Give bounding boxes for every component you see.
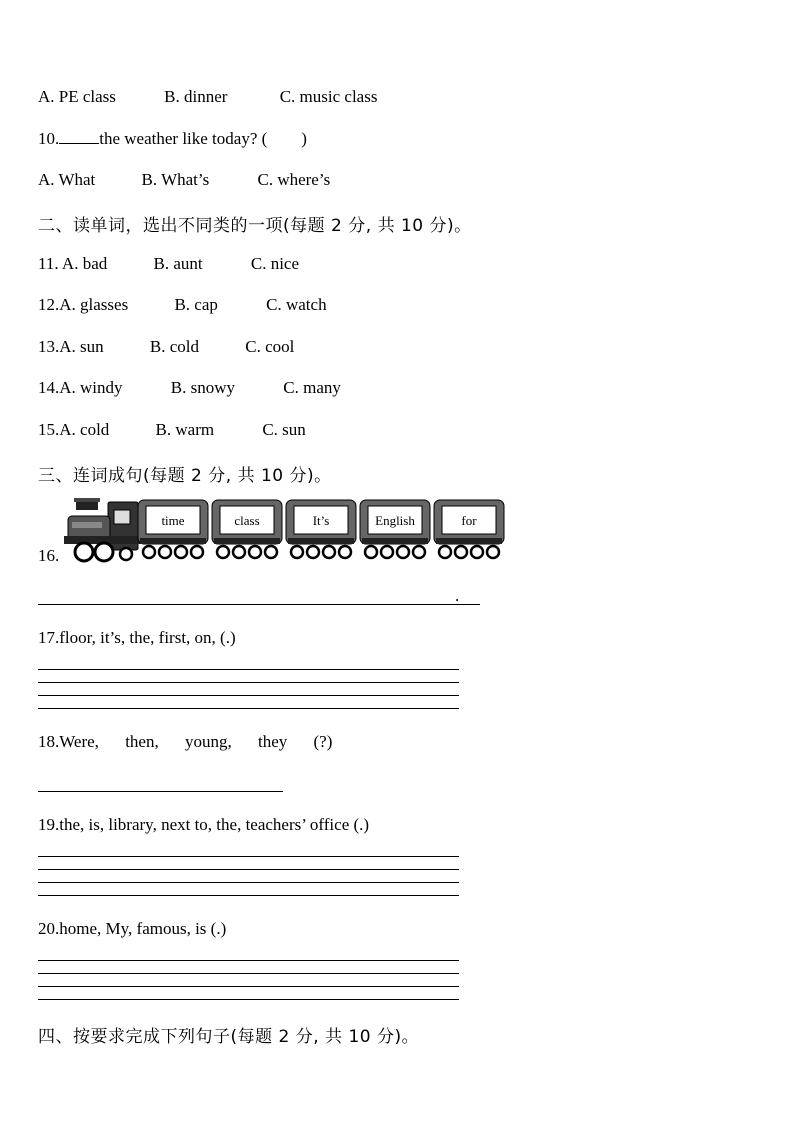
q10-blank[interactable] [59, 143, 99, 144]
wheel-icon [439, 546, 451, 558]
train-car [212, 500, 282, 558]
q10-options [38, 170, 330, 190]
q9-options [38, 87, 377, 107]
q14-option-b: B. snowy [170, 378, 236, 397]
q19-prompt: 19.the, is, library, next to, the, teachers’ office (.) [38, 815, 370, 834]
q13-option-c: C. cool [245, 337, 295, 356]
q15-option-a: 15.A. cold [38, 420, 110, 439]
train-word-4: English [375, 513, 415, 528]
q10-stem [38, 129, 307, 149]
train-car [434, 500, 504, 558]
q14-option-a: 14.A. windy [38, 378, 123, 397]
q17-answer-line-4[interactable] [38, 708, 459, 709]
wheel-icon [265, 546, 277, 558]
wheel-icon [455, 546, 467, 558]
q9-option-c: C. music class [279, 87, 378, 106]
q11-option-a: 11. A. bad [38, 254, 108, 273]
q9-option-b: B. dinner [164, 87, 228, 106]
q18-word-3: young, [184, 732, 232, 751]
q20-answer-line-1[interactable] [38, 960, 459, 961]
q20-answer-line-3[interactable] [38, 986, 459, 987]
q12-option-b: B. cap [174, 295, 218, 314]
q17-answer-line-2[interactable] [38, 682, 459, 683]
q12-option-a: 12.A. glasses [38, 295, 129, 314]
wheel-icon [307, 546, 319, 558]
q11-option-b: B. aunt [153, 254, 203, 273]
train-word-2: class [234, 513, 260, 528]
train-word-3: It’s [312, 513, 330, 528]
q10-number: 10. [38, 129, 60, 148]
section-4-heading: 四、按要求完成下列句子(每题 2 分, 共 10 分)。 [38, 1027, 420, 1047]
q13-option-b: B. cold [149, 337, 200, 356]
q15 [38, 420, 306, 440]
q14 [38, 378, 341, 398]
wheel-icon [487, 546, 499, 558]
q10-option-c: C. where’s [257, 170, 331, 189]
q17-answer-line-3[interactable] [38, 695, 459, 696]
wheel-icon [413, 546, 425, 558]
section-2-heading: 二、读单词，选出不同类的一项(每题 2 分, 共 10 分)。 [38, 216, 472, 236]
q14-option-c: C. many [283, 378, 341, 397]
q13 [38, 337, 294, 357]
wheel-icon [143, 546, 155, 558]
q17-prompt: 17.floor, it’s, the, first, on, (.) [38, 628, 236, 647]
wheel-icon [249, 546, 261, 558]
q10-option-a: A. What [38, 170, 96, 189]
q18-word-4: they [257, 732, 288, 751]
train-illustration [62, 498, 512, 564]
q19-answer-line-1[interactable] [38, 856, 459, 857]
wheel-icon [233, 546, 245, 558]
q9-option-a: A. PE class [38, 87, 116, 106]
train-engine-icon [64, 498, 140, 561]
q20-answer-line-2[interactable] [38, 973, 459, 974]
q18-word-5: (?) [313, 732, 333, 751]
q19-answer-line-4[interactable] [38, 895, 459, 896]
q19-answer-line-3[interactable] [38, 882, 459, 883]
q17-answer-line-1[interactable] [38, 669, 459, 670]
wheel-icon [191, 546, 203, 558]
train-word-5: for [461, 513, 477, 528]
q16-answer-line[interactable] [38, 604, 480, 605]
q16-end-mark: . [455, 586, 460, 605]
q18-word-2: then, [125, 732, 159, 751]
q12 [38, 295, 327, 315]
q15-option-b: B. warm [155, 420, 215, 439]
wheel-icon [323, 546, 335, 558]
q13-option-a: 13.A. sun [38, 337, 104, 356]
q10-option-b: B. What’s [141, 170, 210, 189]
wheel-icon [217, 546, 229, 558]
train-car [286, 500, 356, 558]
q18-word-1: 18.Were, [38, 732, 99, 751]
q10-text: the weather like today? ( [99, 129, 268, 148]
section-3-heading: 三、连词成句(每题 2 分, 共 10 分)。 [38, 466, 332, 486]
q18-prompt [38, 732, 332, 752]
train-car [138, 500, 208, 558]
q16-number: 16. [38, 546, 60, 565]
q11 [38, 254, 299, 274]
wheel-icon [175, 546, 187, 558]
q20-answer-line-4[interactable] [38, 999, 459, 1000]
q10-paren-close: ) [301, 129, 307, 148]
train-word-1: time [161, 513, 185, 528]
train-car [360, 500, 430, 558]
q20-prompt: 20.home, My, famous, is (.) [38, 919, 227, 938]
q11-option-c: C. nice [250, 254, 300, 273]
wheel-icon [381, 546, 393, 558]
wheel-icon [397, 546, 409, 558]
q12-option-c: C. watch [266, 295, 327, 314]
wheel-icon [471, 546, 483, 558]
wheel-icon [291, 546, 303, 558]
wheel-icon [365, 546, 377, 558]
q19-answer-line-2[interactable] [38, 869, 459, 870]
wheel-icon [159, 546, 171, 558]
q15-option-c: C. sun [262, 420, 306, 439]
q18-answer-line[interactable] [38, 791, 283, 792]
wheel-icon [339, 546, 351, 558]
